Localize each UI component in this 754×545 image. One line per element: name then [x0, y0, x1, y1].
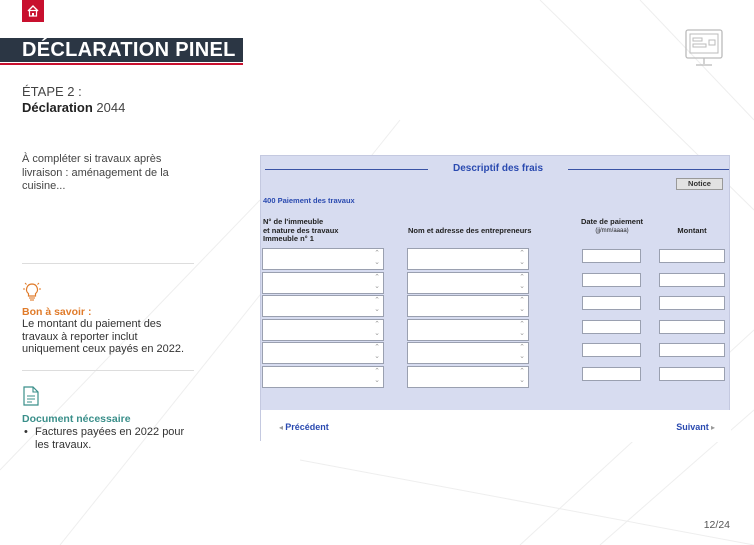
scroll-down-icon[interactable]: ⌄	[374, 282, 380, 290]
document-icon	[22, 386, 40, 406]
building-works-textarea[interactable]	[262, 272, 384, 294]
previous-button[interactable]	[279, 422, 329, 432]
scroll-up-icon[interactable]: ⌃	[519, 320, 525, 328]
header-rule-left	[265, 169, 428, 170]
payment-date-input[interactable]	[582, 343, 641, 357]
payment-date-input[interactable]	[582, 249, 641, 263]
scroll-up-icon[interactable]: ⌃	[519, 297, 525, 304]
contractor-textarea[interactable]	[407, 319, 529, 341]
document-list-item: • Factures payées en 2022 pour les travaux.	[22, 426, 194, 451]
payment-date-input[interactable]	[582, 367, 641, 381]
document-list	[22, 426, 194, 451]
header-rule-right	[568, 169, 729, 170]
contractor-textarea[interactable]	[407, 248, 529, 270]
home-button[interactable]	[22, 0, 44, 22]
amount-input[interactable]	[659, 296, 725, 310]
col-building-header	[263, 218, 338, 244]
expense-form-panel	[260, 155, 730, 441]
scroll-down-icon[interactable]: ⌄	[519, 306, 525, 313]
next-button[interactable]	[676, 422, 715, 432]
scroll-down-icon[interactable]: ⌄	[374, 376, 380, 384]
col-date-header	[574, 218, 650, 235]
building-works-textarea[interactable]	[262, 342, 384, 364]
scroll-down-icon[interactable]: ⌄	[374, 353, 380, 360]
building-number-label: Immeuble n° 1	[263, 234, 314, 243]
scroll-down-icon[interactable]: ⌄	[519, 353, 525, 360]
scroll-up-icon[interactable]: ⌃	[374, 367, 380, 375]
panel-header	[261, 161, 731, 179]
divider-bottom	[22, 370, 194, 371]
building-works-textarea[interactable]	[262, 319, 384, 341]
col-contractor-header: Nom et adresse des entrepreneurs	[408, 226, 532, 235]
scroll-up-icon[interactable]: ⌃	[519, 273, 525, 281]
col-building-line1: N° de l'immeuble	[263, 217, 324, 226]
scroll-up-icon[interactable]: ⌃	[374, 273, 380, 281]
building-works-textarea[interactable]	[262, 295, 384, 317]
col-date-format: (jj/mm/aaaa)	[595, 227, 629, 234]
payment-date-input[interactable]	[582, 273, 641, 287]
page-title	[0, 38, 243, 62]
scroll-down-icon[interactable]: ⌄	[374, 329, 380, 337]
scroll-down-icon[interactable]: ⌄	[519, 329, 525, 337]
scroll-down-icon[interactable]: ⌄	[374, 306, 380, 313]
lightbulb-icon	[22, 281, 42, 303]
notice-button[interactable]: Notice	[676, 178, 723, 190]
step-title-rest: 2044	[92, 100, 126, 115]
document-heading: Document nécessaire	[22, 413, 131, 425]
col-building-line2: et nature des travaux	[263, 225, 339, 235]
form-navigation	[261, 410, 731, 442]
divider-top	[22, 263, 194, 264]
scroll-up-icon[interactable]: ⌃	[374, 297, 380, 304]
contractor-textarea[interactable]	[407, 295, 529, 317]
page-title-text: DÉCLARATION PINEL	[22, 39, 236, 61]
next-label: Suivant	[676, 422, 709, 432]
page-number: 12/24	[703, 519, 730, 531]
contractor-textarea[interactable]	[407, 366, 529, 388]
home-icon	[26, 4, 40, 18]
building-works-textarea[interactable]	[262, 366, 384, 388]
scroll-down-icon[interactable]: ⌄	[519, 259, 525, 266]
step-label: ÉTAPE 2 :	[22, 84, 82, 99]
tip-body: Le montant du paiement des travaux à reporter inclut uniquement ceux payés en 2022.	[22, 318, 185, 355]
scroll-up-icon[interactable]: ⌃	[519, 344, 525, 351]
scroll-down-icon[interactable]: ⌄	[374, 259, 380, 266]
scroll-up-icon[interactable]: ⌃	[374, 320, 380, 328]
scroll-up-icon[interactable]: ⌃	[519, 250, 525, 257]
amount-input[interactable]	[659, 249, 725, 263]
intro-text: À compléter si travaux après livraison : aménagement de la cuisine...	[22, 153, 169, 192]
payment-date-input[interactable]	[582, 296, 641, 310]
scroll-up-icon[interactable]: ⌃	[374, 250, 380, 257]
section-title: 400 Paiement des travaux	[263, 196, 355, 205]
previous-label: Précédent	[285, 422, 329, 432]
computer-form-icon	[680, 24, 728, 72]
arrow-left-icon: ◂	[279, 423, 286, 432]
step-title	[22, 100, 125, 115]
payment-date-input[interactable]	[582, 320, 641, 334]
amount-input[interactable]	[659, 320, 725, 334]
scroll-up-icon[interactable]: ⌃	[519, 367, 525, 375]
contractor-textarea[interactable]	[407, 272, 529, 294]
scroll-down-icon[interactable]: ⌄	[519, 376, 525, 384]
contractor-textarea[interactable]	[407, 342, 529, 364]
scroll-up-icon[interactable]: ⌃	[374, 344, 380, 351]
scroll-down-icon[interactable]: ⌄	[519, 282, 525, 290]
amount-input[interactable]	[659, 343, 725, 357]
amount-input[interactable]	[659, 367, 725, 381]
building-works-textarea[interactable]	[262, 248, 384, 270]
step-title-bold: Déclaration	[22, 100, 93, 115]
col-amount-header: Montant	[677, 226, 707, 235]
title-underline	[0, 63, 243, 65]
amount-input[interactable]	[659, 273, 725, 287]
tip-heading: Bon à savoir :	[22, 306, 92, 318]
panel-title: Descriptif des frais	[452, 163, 544, 174]
col-date-line1: Date de paiement	[580, 217, 644, 226]
arrow-right-icon: ▸	[708, 423, 715, 432]
